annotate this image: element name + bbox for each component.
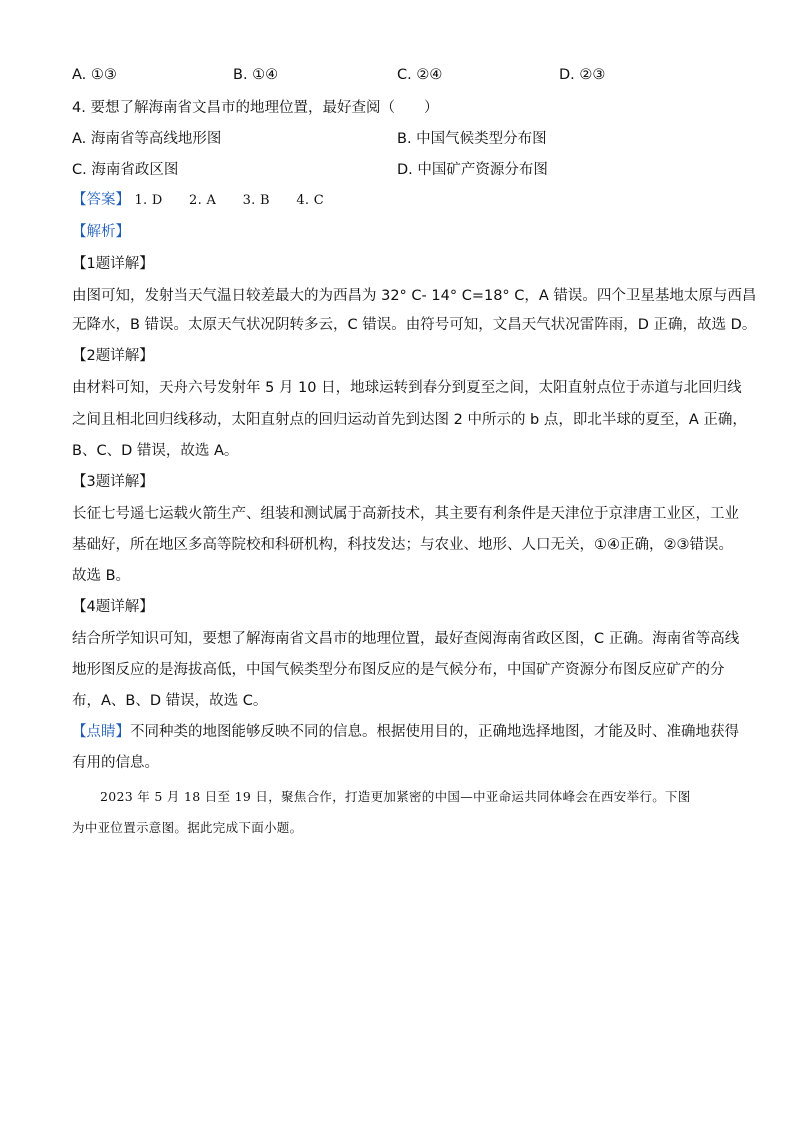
section-text: 由图可知，发射当天气温日较差最大的为西昌为 32° C- 14° C=18° C，A 错误。四个卫星基地太原与西昌 [72,288,757,304]
section-text: B、C、D 错误，故选 A。 [72,443,239,459]
answer-item: 2. A [189,193,217,208]
dianjing-text: 有用的信息。 [72,755,159,771]
section-text: 长征七号遥七运载火箭生产、组装和测试属于高新技术，其主要有利条件是天津位于京津唐工业区，工业 [72,506,739,522]
q3-option-d: D. ②③ [559,67,606,83]
dianjing-tag: 【点睛】 [72,724,130,740]
section-text: 基础好，所在地区多高等院校和科研机构，科技发达；与农业、地形、人口无关，①④正确，②③错误。 [72,537,733,553]
dianjing-row [72,722,739,742]
section-title: 【1题详解】 [72,256,154,272]
answer-row [72,190,346,211]
q4-option-a: A. 海南省等高线地形图 [72,131,222,147]
section-text: 结合所学知识可知，要想了解海南省文昌市的地理位置，最好查阅海南省政区图，C 正确。海南省等高线 [72,631,740,647]
dianjing-text: 不同种类的地图能够反映不同的信息。根据使用目的，正确地选择地图，才能及时、准确地获得 [130,724,739,740]
q4-option-c: C. 海南省政区图 [72,162,179,178]
analysis-tag: 【解析】 [72,224,130,240]
next-intro-text: 2023 年 5 月 18 日至 19 日，聚焦合作，打造更加紧密的中国—中亚命运共同体峰会在西安举行。下图 [100,789,691,804]
q4-option-b: B. 中国气候类型分布图 [397,131,547,147]
q4-stem: 4. 要想了解海南省文昌市的地理位置，最好查阅（ ） [72,100,439,116]
section-text: 之间且相北回归线移动，太阳直射点的回归运动首先到达图 2 中所示的 b 点，即北半球的夏至，A 正确， [72,412,747,428]
answer-item: 4. C [296,193,325,208]
q4-option-d: D. 中国矿产资源分布图 [397,162,548,178]
section-title: 【4题详解】 [72,599,154,615]
section-text: 地形图反应的是海拔高低，中国气候类型分布图反应的是气候分布，中国矿产资源分布图反应矿产的分 [72,662,725,678]
answer-item: 1. D [134,193,163,208]
next-intro-text: 为中亚位置示意图。据此完成下面小题。 [72,820,303,835]
q3-option-b: B. ①④ [233,67,279,83]
q3-option-c: C. ②④ [397,67,443,83]
section-title: 【3题详解】 [72,474,154,490]
answer-item: 3. B [242,193,270,208]
section-text: 故选 B。 [72,568,131,584]
section-text: 无降水，B 错误。太原天气状况阴转多云，C 错误。由符号可知，文昌天气状况雷阵雨，D 正确，故选 D。 [72,317,757,333]
section-title: 【2题详解】 [72,348,154,364]
answer-tag: 【答案】 [72,192,130,208]
section-text: 布，A、B、D 错误，故选 C。 [72,693,268,709]
section-text: 由材料可知，天舟六号发射年 5 月 10 日，地球运转到春分到夏至之间，太阳直射点位于赤道与北回归线 [72,380,742,396]
q3-option-a: A. ①③ [72,67,117,83]
